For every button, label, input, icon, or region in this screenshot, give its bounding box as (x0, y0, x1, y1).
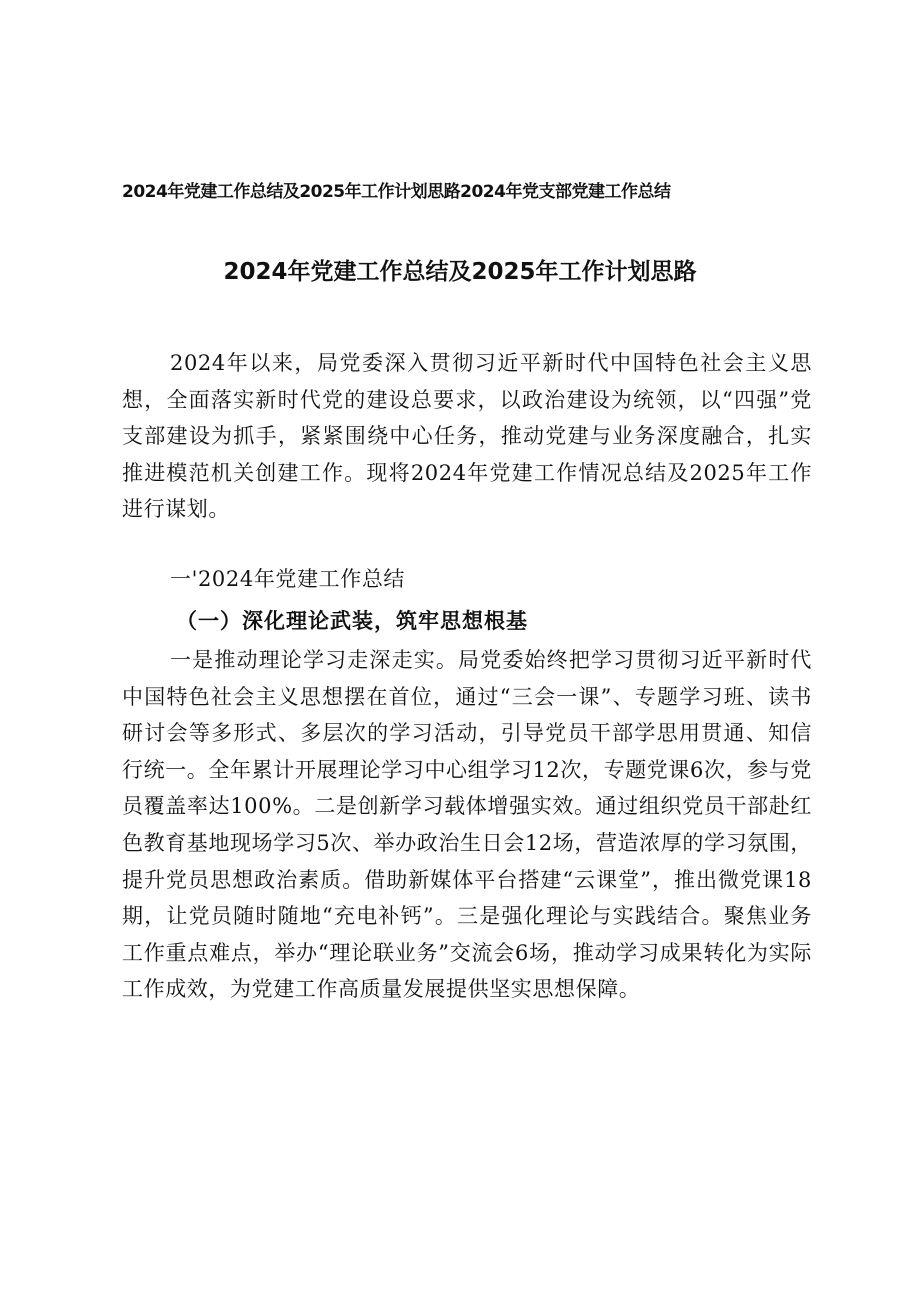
section-heading: 一'2024年党建工作总结 (170, 567, 406, 591)
document-header-line: 2024年党建工作总结及2025年工作计划思路2024年党支部党建工作总结 (122, 182, 671, 202)
intro-paragraph: 2024年以来，局党委深入贯彻习近平新时代中国特色社会主义思想，全面落实新时代党的建设总要求，以政治建设为统领，以“四强”党支部建设为抓手，紧紧围绕中心任务，推动党建与业务深度融合，扎实推进模范机关创建工作。现将2024年党建工作情况总结及2025年工作进行谋划。 (122, 351, 812, 522)
body-paragraph: 一是推动理论学习走深走实。局党委始终把学习贯彻习近平新时代中国特色社会主义思想摆在首位，通过“三会一课”、专题学习班、读书研讨会等多形式、多层次的学习活动，引导党员干部学思用贯通、知信行统一。全年累计开展理论学习中心组学习12次，专题党课6次，参与党员覆盖率达100%。二是创新学习载体增强实效。通过组织党员干部赴红色教育基地现场学习5次、举办政治生日会12场，营造浓厚的学习氛围，提升党员思想政治素质。借助新媒体平台搭建“云课堂”，推出微党课18期，让党员随时随地“充电补钙”。三是强化理论与实践结合。聚焦业务工作重点难点，举办“理论联业务”交流会6场，推动学习成果转化为实际工作成效，为党建工作高质量发展提供坚实思想保障。 (122, 648, 812, 1002)
document-title: 2024年党建工作总结及2025年工作计划思路 (223, 259, 697, 285)
subsection-heading: （一）深化理论武装，筑牢思想根基 (176, 608, 528, 633)
